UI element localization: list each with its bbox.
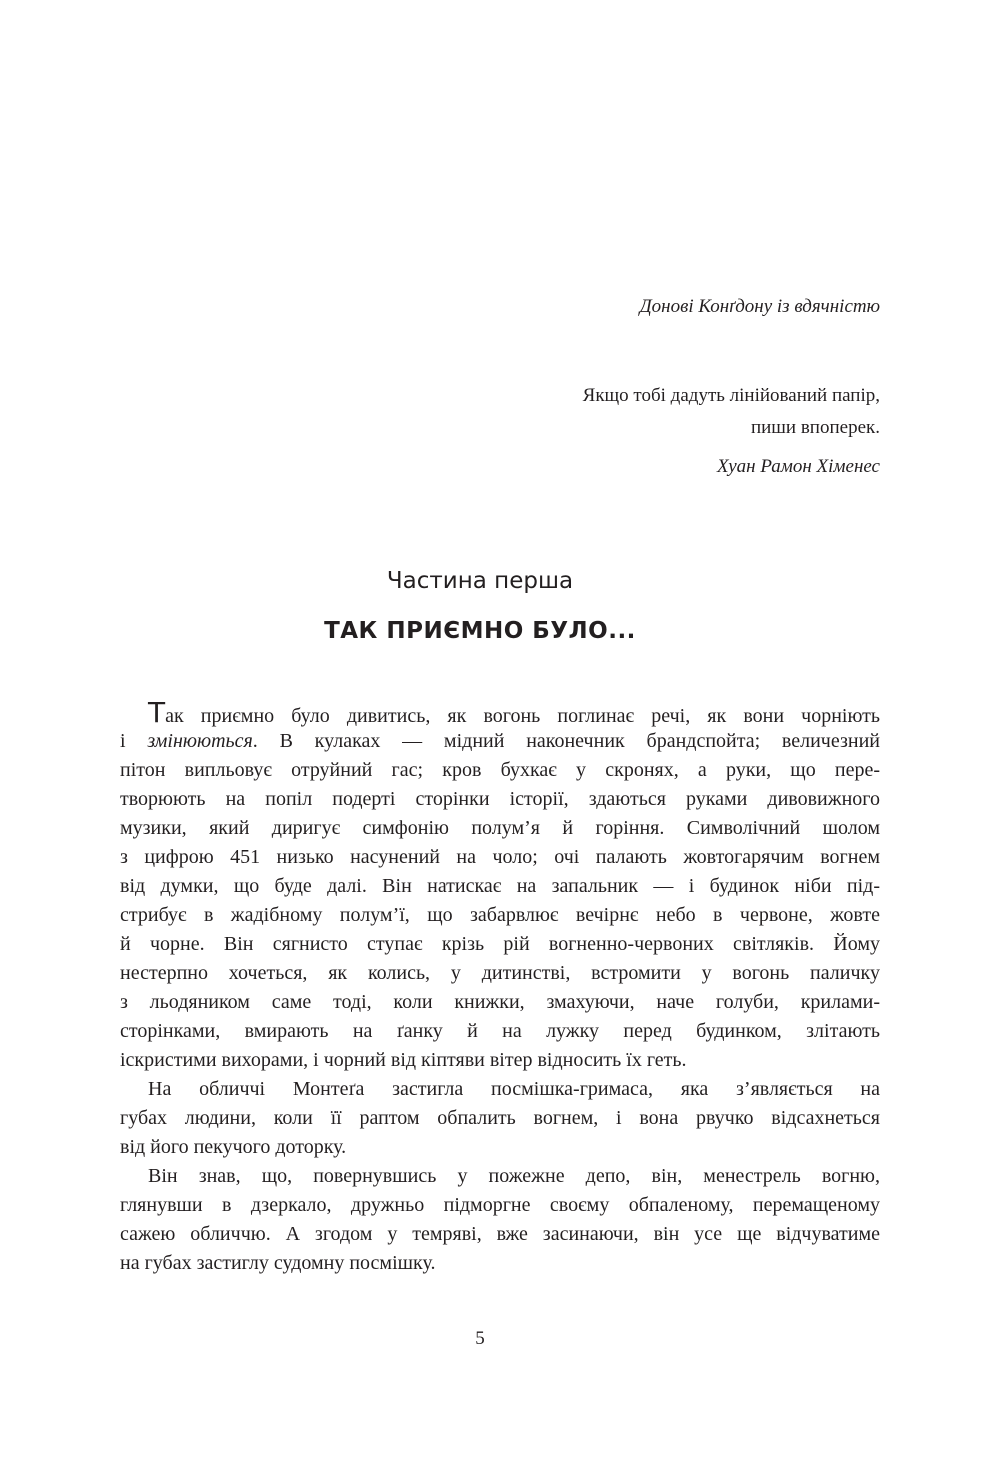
text-line: нестерпно хочеться, як колись, у дитинстві, встромити у вогонь паличку xyxy=(120,962,880,984)
text-line: з льодяником саме тоді, коли книжки, змахуючи, наче голуби, крилами- xyxy=(120,991,880,1013)
text-line: на губах застиглу судомну посмішку. xyxy=(120,1252,436,1274)
text-line: сторінками, вмирають на ґанку й на лужку перед будинком, злітають xyxy=(120,1020,880,1042)
text-span: . В кулаках — мідний наконечник брандспойта; величезний xyxy=(252,730,880,752)
chapter-title: ТАК ПРИЄМНО БУЛО... xyxy=(324,618,636,644)
text-line: стрибує в жадібному полум’ї, що забарвлює вечірнє небо в червоне, жовте xyxy=(120,904,880,926)
italic-word: змінюються xyxy=(147,730,253,752)
text-span: і xyxy=(120,730,148,752)
text-line: сажею обличчю. А згодом у темряві, вже засинаючи, він усе ще відчуватиме xyxy=(120,1223,880,1245)
text-line: від думки, що буде далі. Він натискає на запальник — і будинок ніби під- xyxy=(120,875,880,897)
text-line: від його пекучого доторку. xyxy=(120,1136,347,1158)
text-line xyxy=(120,727,880,756)
text-line: іскристими вихорами, і чорний від кіптяви вітер відносить їх геть. xyxy=(120,1049,687,1071)
text-line: з цифрою 451 низько насунений на чоло; очі палають жовтогарячим вогнем xyxy=(120,846,880,868)
epigraph-line-2: пиши впоперек. xyxy=(750,417,880,438)
part-label: Частина перша xyxy=(386,568,574,594)
paragraph-2 xyxy=(120,1075,880,1162)
text-line xyxy=(120,698,880,727)
text-line: творюють на попіл подерті сторінки історії, здаються руками дивовижного xyxy=(120,788,880,810)
drop-cap: Т xyxy=(148,696,166,729)
text-line: глянувши в дзеркало, дружньо підморгне своєму обпаленому, перемащеному xyxy=(120,1194,880,1216)
text-line: музики, який диригує симфонію полум’я й горіння. Символічний шолом xyxy=(120,817,880,839)
text-line: пітон випльовує отруйний гас; кров бухкає у скронях, а руки, що пере- xyxy=(120,759,880,781)
page-number: 5 xyxy=(475,1328,485,1349)
text-line: й чорне. Він сягнисто ступає крізь рій вогненно-червоних світляків. Йому xyxy=(120,933,880,955)
body-text xyxy=(120,698,880,1278)
epigraph-line-1: Якщо тобі дадуть лінійований папір, xyxy=(582,385,880,406)
paragraph-3 xyxy=(120,1162,880,1278)
text-line: На обличчі Монтеґа застигла посмішка-гримаса, яка з’являється на xyxy=(148,1078,880,1100)
epigraph-author: Хуан Рамон Хіменес xyxy=(716,456,880,477)
text-span: ак приємно було дивитись, як вогонь поглинає речі, як вони чорніють xyxy=(165,705,880,727)
text-line: губах людини, коли її раптом обпалить вогнем, і вона рвучко відсахнеться xyxy=(120,1107,880,1129)
text-line: Він знав, що, повернувшись у пожежне депо, він, менестрель вогню, xyxy=(148,1165,880,1187)
dedication: Донові Конґдону із вдячністю xyxy=(639,296,880,317)
paragraph-1-rest xyxy=(120,756,880,1075)
